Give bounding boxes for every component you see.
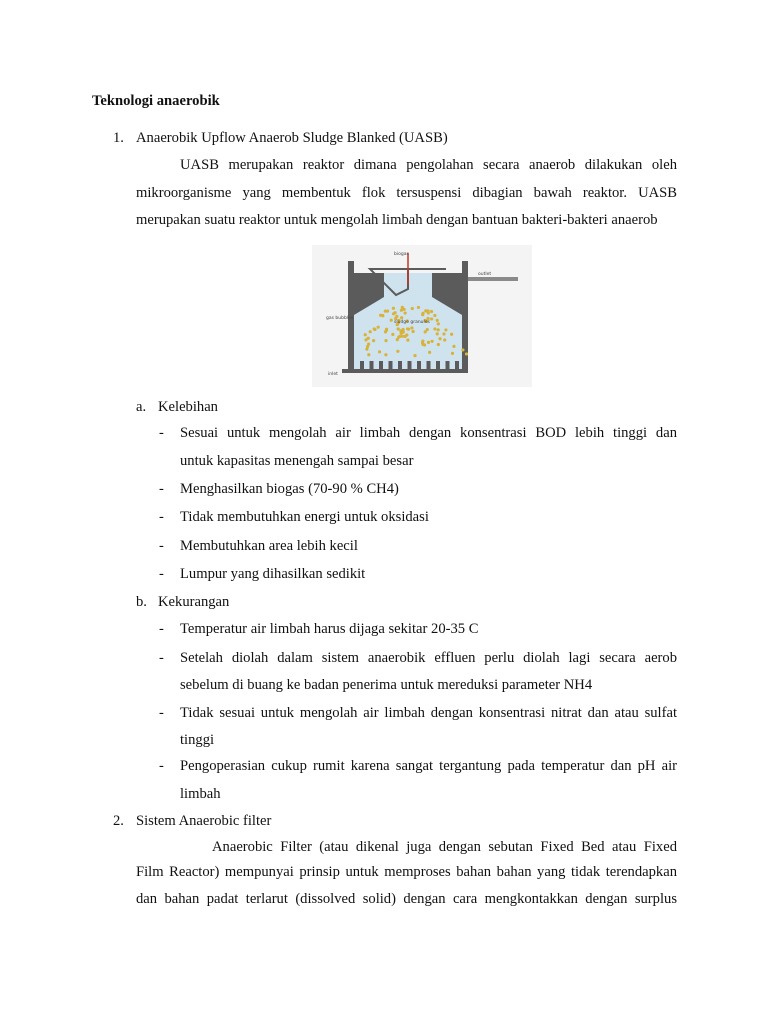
sludge-granule — [451, 352, 454, 355]
sludge-granule — [437, 343, 440, 346]
label-gas-bubbles: gas bubbles — [326, 316, 354, 321]
sludge-granule — [406, 339, 409, 342]
inlet-distributor — [408, 361, 412, 369]
sludge-granule — [444, 328, 447, 331]
label-sludge-granules: sludge granules — [394, 320, 430, 325]
section-b-heading: Kekurangan — [158, 594, 230, 610]
inlet-distributor — [427, 361, 431, 369]
kekurangan-item-3-line-1: Tidak sesuai untuk mengolah air limbah dengan konsentrasi nitrat dan atau sulfat — [180, 705, 677, 721]
doc-title: Teknologi anaerobik — [92, 93, 220, 109]
sludge-granule — [431, 340, 434, 343]
item-2-number: 2. — [113, 813, 124, 829]
sludge-granule — [443, 338, 446, 341]
sludge-granule — [395, 315, 398, 318]
sludge-granule — [436, 319, 439, 322]
label-outlet: outlet — [478, 272, 492, 277]
section-a-heading: Kelebihan — [158, 399, 218, 415]
item-1-para-line-1: UASB merupakan reaktor dimana pengolahan secara anaerob dilakukan oleh — [180, 157, 677, 173]
label-biogas: biogas — [394, 252, 409, 257]
uasb-diagram — [312, 245, 532, 387]
item-1-number: 1. — [113, 130, 124, 146]
sludge-granule — [430, 310, 433, 313]
sludge-granule — [369, 330, 372, 333]
kekurangan-item-1: Temperatur air limbah harus dijaga sekitar 20-35 C — [180, 621, 479, 637]
sludge-granule — [433, 314, 436, 317]
bullet-dash: - — [159, 621, 164, 637]
inlet-distributor — [370, 361, 374, 369]
sludge-granule — [427, 341, 430, 344]
kekurangan-item-2-line-2: sebelum di buang ke badan penerima untuk mereduksi parameter NH4 — [180, 677, 593, 693]
sludge-granule — [436, 332, 439, 335]
inlet-distributor — [360, 361, 364, 369]
sludge-granule — [372, 339, 375, 342]
reactor-right-wall — [462, 261, 468, 373]
sludge-granule — [428, 351, 431, 354]
kekurangan-item-4-line-1: Pengoperasian cukup rumit karena sangat tergantung pada temperatur dan pH air — [180, 758, 677, 774]
sludge-granule — [461, 348, 464, 351]
sludge-granule — [427, 311, 430, 314]
sludge-granule — [378, 350, 381, 353]
sludge-granule — [390, 319, 393, 322]
sludge-granule — [417, 306, 420, 309]
item-2-para-line-1: Anaerobic Filter (atau dikenal juga dengan sebutan Fixed Bed atau Fixed — [212, 839, 677, 855]
sludge-granule — [404, 311, 407, 314]
bullet-dash: - — [159, 758, 164, 774]
label-inlet: inlet — [328, 372, 338, 377]
inlet-distributor — [398, 361, 402, 369]
sludge-granule — [406, 327, 409, 330]
item-2-heading: Sistem Anaerobic filter — [136, 813, 272, 829]
sludge-granule — [442, 332, 445, 335]
sludge-granule — [379, 314, 382, 317]
sludge-granule — [424, 330, 427, 333]
kelebihan-item-1-line-2: untuk kapasitas menengah sampai besar — [180, 453, 414, 469]
kelebihan-item-5: Lumpur yang dihasilkan sedikit — [180, 566, 366, 582]
kelebihan-item-3: Tidak membutuhkan energi untuk oksidasi — [180, 509, 429, 525]
sludge-granule — [384, 353, 387, 356]
sludge-granule — [364, 333, 367, 336]
inlet-distributor — [455, 361, 459, 369]
sludge-granule — [377, 326, 380, 329]
inlet-distributor — [379, 361, 383, 369]
item-1-heading: Anaerobik Upflow Anaerob Sludge Blanked (UASB) — [136, 130, 448, 146]
kelebihan-item-1-line-1: Sesuai untuk mengolah air limbah dengan konsentrasi BOD lebih tinggi dan — [180, 425, 677, 441]
sludge-granule — [437, 322, 440, 325]
reactor-bottom — [342, 369, 468, 373]
inlet-distributor — [389, 361, 393, 369]
sludge-granule — [396, 350, 399, 353]
sludge-granule — [421, 341, 424, 344]
sludge-granule — [421, 312, 424, 315]
sludge-granule — [402, 331, 405, 334]
sludge-granule — [373, 327, 376, 330]
sludge-granule — [438, 337, 441, 340]
kekurangan-item-3-line-2: tinggi — [180, 732, 215, 748]
sludge-granule — [392, 307, 395, 310]
sludge-granule — [367, 353, 370, 356]
outlet-pipe — [468, 277, 518, 281]
sludge-granule — [424, 309, 427, 312]
sludge-granule — [397, 327, 400, 330]
sludge-granule — [386, 310, 389, 313]
sludge-granule — [401, 306, 404, 309]
sludge-granule — [413, 354, 416, 357]
bullet-dash: - — [159, 481, 164, 497]
inlet-distributor — [446, 361, 450, 369]
bullet-dash: - — [159, 425, 164, 441]
sludge-granule — [391, 333, 394, 336]
item-2-para-line-3: dan bahan padat terlarut (dissolved solid) dengan cara mengkontakkan dengan surplus — [136, 891, 677, 907]
sludge-granule — [412, 330, 415, 333]
kekurangan-item-2-line-1: Setelah diolah dalam sistem anaerobik effluen perlu diolah lagi secara aerob — [180, 650, 677, 666]
bullet-dash: - — [159, 566, 164, 582]
bullet-dash: - — [159, 650, 164, 666]
bullet-dash: - — [159, 538, 164, 554]
sludge-granule — [367, 337, 370, 340]
sludge-granule — [452, 345, 455, 348]
sludge-granule — [410, 326, 413, 329]
sludge-granule — [411, 307, 414, 310]
bullet-dash: - — [159, 705, 164, 721]
kelebihan-item-2: Menghasilkan biogas (70-90 % CH4) — [180, 481, 399, 497]
sludge-granule — [366, 345, 369, 348]
sludge-granule — [433, 327, 436, 330]
sludge-granule — [450, 333, 453, 336]
item-2-para-line-2: Film Reactor) mempunyai prinsip untuk memproses bahan bahan yang tidak terendapkan — [136, 864, 677, 880]
sludge-granule — [404, 335, 407, 338]
section-b-label: b. — [136, 594, 147, 610]
uasb-reactor-figure — [312, 245, 532, 387]
sludge-granule — [385, 329, 388, 332]
sludge-granule — [384, 339, 387, 342]
kekurangan-item-4-line-2: limbah — [180, 786, 221, 802]
item-1-para-line-2: mikroorganisme yang membentuk flok tersuspensi dibagian bawah reaktor. UASB — [136, 185, 677, 201]
sludge-granule — [396, 338, 399, 341]
sludge-granule — [400, 309, 403, 312]
bullet-dash: - — [159, 509, 164, 525]
sludge-granule — [392, 312, 395, 315]
kelebihan-item-4: Membutuhkan area lebih kecil — [180, 538, 358, 554]
sludge-granule — [465, 352, 468, 355]
sludge-granule — [430, 317, 433, 320]
sludge-granule — [400, 316, 403, 319]
inlet-distributor — [436, 361, 440, 369]
inlet-distributor — [417, 361, 421, 369]
sludge-granule — [437, 328, 440, 331]
item-1-para-line-3: merupakan suatu reaktor untuk mengolah limbah dengan bantuan bakteri-bakteri anaerob — [136, 212, 658, 228]
section-a-label: a. — [136, 399, 147, 415]
